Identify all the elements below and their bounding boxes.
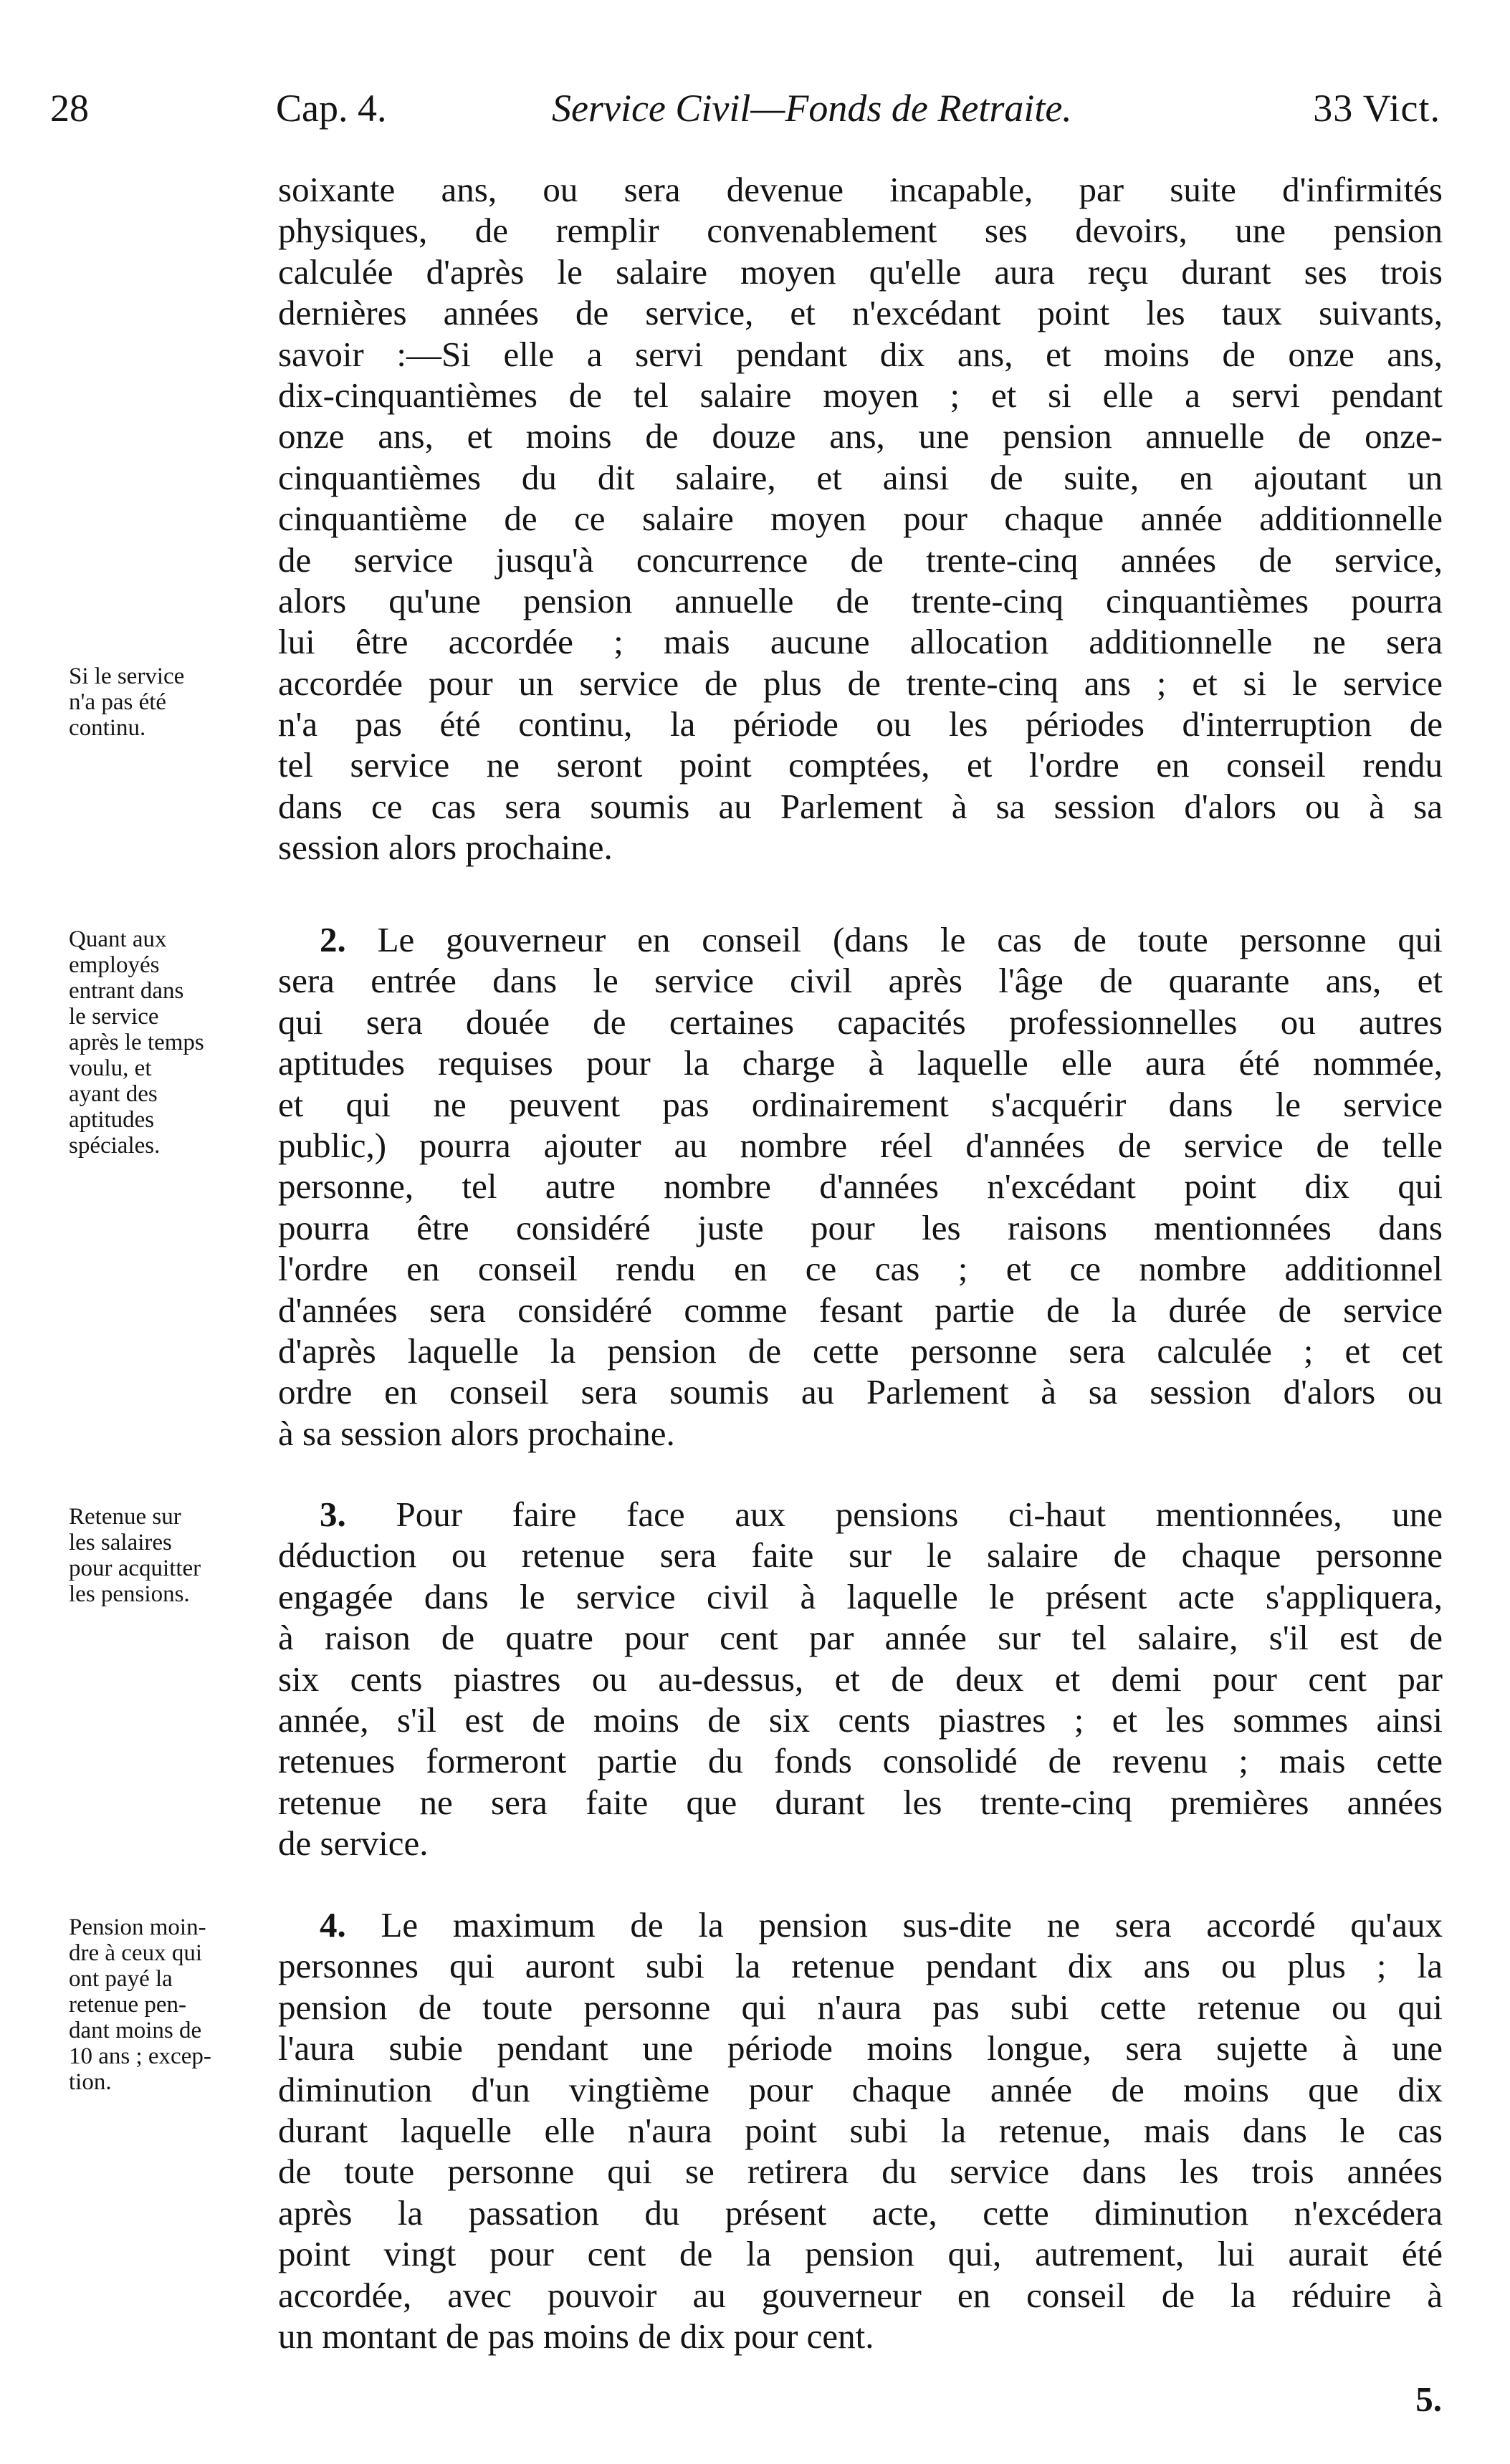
section-number: 2. [320,920,346,959]
section-body [278,1494,1443,1864]
text-line: calculée d'après le salaire moyen qu'elle aura reçu durant ses trois [278,251,1443,292]
text-line: accordée, avec pouvoir au gouverneur en conseil de la réduire à [278,2275,1443,2315]
text-line: aptitudes requises pour la charge à laquelle elle aura été nommée, [278,1043,1443,1083]
text-line: savoir :—Si elle a servi pendant dix ans, et moins de onze ans, [278,334,1443,374]
note-line: n'a pas été [69,689,167,715]
text-line: d'après laquelle la pension de cette personne sera calculée ; et cet [278,1331,1443,1371]
section-body [278,169,1443,868]
text-line: physiques, de remplir convenablement ses devoirs, une pension [278,211,1443,251]
note-line: Retenue sur [69,1504,181,1530]
text-line: ordre en conseil sera soumis au Parlement à sa session d'alors ou [278,1372,1443,1412]
page-number: 28 [50,87,89,130]
section-number: 3. [320,1495,346,1534]
text-line: lui être accordée ; mais aucune allocation additionnelle ne sera [278,622,1443,662]
text-line [278,1904,1443,1945]
text-line: durant laquelle elle n'aura point subi la retenue, mais dans le cas [278,2110,1443,2150]
marginal-note-retenue [69,1504,277,1607]
note-line: les pensions. [69,1581,190,1607]
text-line: de toute personne qui se retirera du service dans les trois années [278,2152,1443,2192]
note-line: ont payé la [69,1966,173,1992]
note-line: retenue pen- [69,1992,186,2018]
note-line: employés [69,952,160,978]
text-line: alors qu'une pension annuelle de trente-cinq cinquantièmes pourra [278,580,1443,620]
note-line: après le temps [69,1030,204,1055]
text-line: qui sera douée de certaines capacités professionnelles ou autres [278,1002,1443,1042]
text-line: à raison de quatre pour cent par année sur tel salaire, s'il est de [278,1618,1443,1658]
text-line: pension de toute personne qui n'aura pas subi cette retenue ou qui [278,1987,1443,2027]
text-line: accordée pour un service de plus de trente-cinq ans ; et si le service [278,663,1443,703]
section-number: 4. [320,1905,346,1945]
note-line: ayant des [69,1081,158,1107]
text-line: diminution d'un vingtième pour chaque année de moins que dix [278,2069,1443,2109]
text-line: dans ce cas sera soumis au Parlement à sa session d'alors ou à sa [278,786,1443,826]
section-body [278,919,1443,1454]
text-line: dernières années de service, et n'excédant point les taux suivants, [278,293,1443,333]
note-line: tion. [69,2069,112,2095]
text-line: engagée dans le service civil à laquelle le présent acte s'appliquera, [278,1576,1443,1616]
text-fragment: Le maximum de la pension sus-dite ne sera accordé qu'aux [381,1905,1443,1945]
note-line: voulu, et [69,1055,152,1081]
text-line: public,) pourra ajouter au nombre réel d'années de service de telle [278,1125,1443,1165]
note-line: aptitudes [69,1107,155,1133]
text-line: un montant de pas moins de dix pour cent. [278,2316,874,2356]
text-line: de service. [278,1823,429,1864]
text-line: dix-cinquantièmes de tel salaire moyen ; et si elle a servi pendant [278,375,1443,415]
text-line: cinquantièmes du dit salaire, et ainsi de suite, en ajoutant un [278,457,1443,497]
text-line [278,919,1443,960]
text-line: onze ans, et moins de douze ans, une pension annuelle de onze- [278,416,1443,456]
text-line: après la passation du présent acte, cette diminution n'excédera [278,2192,1443,2233]
text-line: sera entrée dans le service civil après l'âge de quarante ans, et [278,961,1443,1001]
note-line: dant moins de [69,2018,202,2043]
note-line: Si le service [69,663,185,689]
text-line: six cents piastres ou au-dessus, et de deux et demi pour cent par [278,1659,1443,1699]
marginal-note-employes-speciaux [69,926,277,1159]
note-line: continu. [69,715,146,741]
marginal-note-pension-moindre [69,1914,277,2095]
text-line: pourra être considéré juste pour les raisons mentionnées dans [278,1207,1443,1247]
text-line: tel service ne seront point comptées, et l'ordre en conseil rendu [278,745,1443,785]
note-line: entrant dans [69,978,184,1004]
note-line: Pension moin- [69,1914,206,1940]
text-line: n'a pas été continu, la période ou les périodes d'interruption de [278,704,1443,744]
chapter-label: Cap. 4. [276,87,387,130]
text-line: retenue ne sera faite que durant les trente-cinq premières années [278,1782,1443,1822]
catchword: 5. [1415,2379,1442,2419]
regnal-year: 33 Vict. [1313,87,1440,130]
text-line: personne, tel autre nombre d'années n'excédant point dix qui [278,1166,1443,1207]
text-line: et qui ne peuvent pas ordinairement s'acquérir dans le service [278,1084,1443,1124]
section-body [278,1904,1443,2357]
text-line: à sa session alors prochaine. [278,1413,675,1453]
running-title: Service Civil—Fonds de Retraite. [552,87,1072,130]
note-line: le service [69,1004,159,1030]
text-line: année, s'il est de moins de six cents piastres ; et les sommes ainsi [278,1700,1443,1740]
text-line: point vingt pour cent de la pension qui, autrement, lui aurait été [278,2234,1443,2274]
note-line: 10 ans ; excep- [69,2043,211,2069]
note-line: pour acquitter [69,1555,201,1581]
text-line: session alors prochaine. [278,828,613,868]
text-line: l'aura subie pendant une période moins longue, sera sujette à une [278,2028,1443,2068]
text-fragment: Pour faire face aux pensions ci-haut mentionnées, une [396,1495,1443,1534]
text-line: de service jusqu'à concurrence de trente-cinq années de service, [278,540,1443,580]
text-fragment: Le gouverneur en conseil (dans le cas de toute personne qui [377,920,1443,959]
marginal-note-service-continu [69,663,277,741]
note-line: les salaires [69,1530,172,1555]
text-line: déduction ou retenue sera faite sur le salaire de chaque personne [278,1535,1443,1576]
text-line: l'ordre en conseil rendu en ce cas ; et ce nombre additionnel [278,1249,1443,1289]
text-line [278,1494,1443,1535]
text-line: personnes qui auront subi la retenue pendant dix ans ou plus ; la [278,1946,1443,1986]
note-line: Quant aux [69,926,167,952]
text-line: retenues formeront partie du fonds consolidé de revenu ; mais cette [278,1741,1443,1781]
running-header [50,86,1440,143]
note-line: spéciales. [69,1133,161,1159]
text-line: soixante ans, ou sera devenue incapable, par suite d'infirmités [278,170,1443,209]
note-line: dre à ceux qui [69,1940,202,1966]
text-line: cinquantième de ce salaire moyen pour chaque année additionnelle [278,499,1443,539]
text-line: d'années sera considéré comme fesant partie de la durée de service [278,1290,1443,1330]
